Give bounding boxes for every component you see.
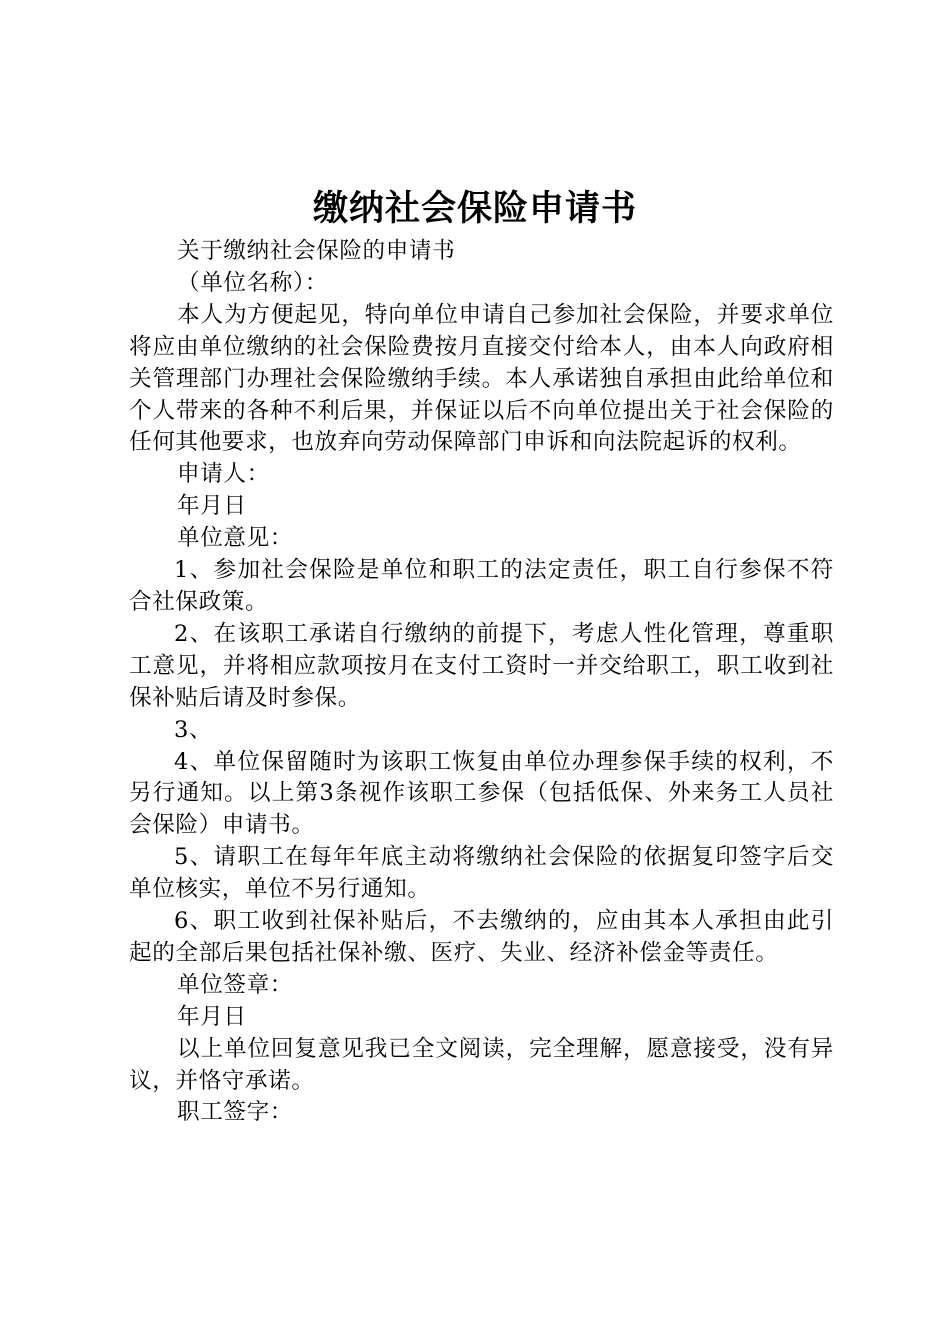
opinion-item-3: 3、	[174, 716, 213, 743]
opinion-item-2: 2、在该职工承诺自行缴纳的前提下，考虑人性化管理，尊重职工意见，并将相应款项按月在支付工资时一并交给职工，职工收到社保补贴后请及时参保。	[129, 620, 834, 711]
date-line: 年月日	[177, 493, 247, 520]
subtitle-line: 关于缴纳社会保险的申请书	[177, 238, 456, 264]
unit-opinion-label: 单位意见：	[177, 525, 293, 552]
opinion-item-5: 5、请职工在每年年底主动将缴纳社会保险的依据复印签字后交单位核实，单位不另行通知。	[129, 844, 834, 903]
employee-signature-label: 职工签字：	[177, 1099, 293, 1126]
request-paragraph: 本人为方便起见，特向单位申请自己参加社会保险，并要求单位将应由单位缴纳的社会保险费按月直接交付给本人，由本人向政府相关管理部门办理社会保险缴纳手续。本人承诺独自承担由此给单位和个人带来的各种不利后果，并保证以后不向单位提出关于社会保险的任何其他要求，也放弃向劳动保障部门申诉和向法院起诉的权利。	[129, 301, 834, 456]
opinion-item-6: 6、职工收到社保补贴后，不去缴纳的，应由其本人承担由此引起的全部后果包括社保补缴、医疗、失业、经济补偿金等责任。	[129, 908, 834, 966]
document-body	[129, 236, 834, 1129]
date-line: 年月日	[177, 1003, 247, 1030]
opinion-item-4: 4、单位保留随时为该职工恢复由单位办理参保手续的权利，不另行通知。以上第3条视作该职工参保（包括低保、外来务工人员社会保险）申请书。	[129, 748, 834, 839]
unit-seal-label: 单位签章：	[177, 971, 293, 998]
addressee-line: （单位名称）：	[177, 269, 329, 296]
document-title: 缴纳社会保险申请书	[312, 189, 637, 229]
applicant-label: 申请人：	[177, 461, 270, 488]
acknowledgement-paragraph: 以上单位回复意见我已全文阅读，完全理解，愿意接受，没有异议，并恪守承诺。	[129, 1035, 834, 1094]
opinion-item-1: 1、参加社会保险是单位和职工的法定责任，职工自行参保不符合社保政策。	[129, 557, 834, 615]
